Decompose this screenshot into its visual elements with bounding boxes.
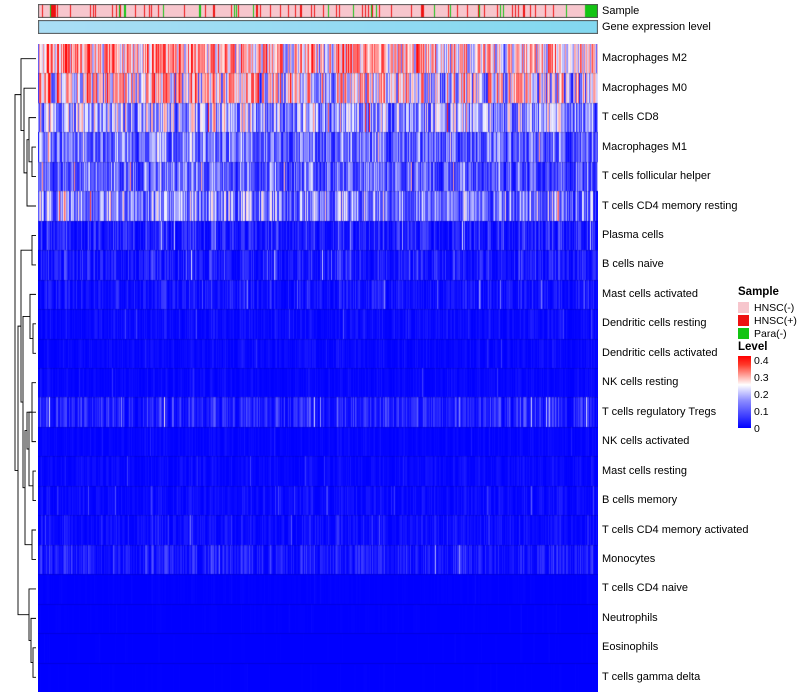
row-label: T cells CD8	[602, 111, 659, 124]
heatmap-body	[38, 44, 598, 692]
legend-item	[738, 314, 797, 327]
legend-tick: 0.1	[754, 406, 769, 418]
row-label: Eosinophils	[602, 641, 659, 654]
legend-swatch-hnsc-neg	[738, 302, 749, 313]
row-label: T cells CD4 memory activated	[602, 523, 749, 536]
legend-label-para-neg: Para(-)	[754, 327, 787, 340]
legend-tick: 0	[754, 423, 760, 435]
legend-gradient-bar	[738, 356, 751, 428]
row-label: B cells naive	[602, 258, 664, 271]
row-label: Mast cells resting	[602, 464, 687, 477]
row-label: B cells memory	[602, 494, 678, 507]
legend-level	[738, 341, 769, 435]
row-label: Macrophages M1	[602, 140, 687, 153]
row-label: T cells gamma delta	[602, 670, 701, 683]
annotation-track-sample	[38, 4, 598, 18]
legend-tick: 0.2	[754, 389, 769, 401]
row-label: Macrophages M2	[602, 52, 687, 65]
legend-item	[738, 327, 797, 340]
legend-swatch-hnsc-pos	[738, 315, 749, 326]
legend-label-hnsc-pos: HNSC(+)	[754, 314, 797, 327]
legend-sample-title: Sample	[738, 286, 779, 298]
row-label: Mast cells activated	[602, 287, 698, 300]
legend-item	[738, 301, 797, 314]
heatmap-canvas	[38, 44, 598, 692]
annotation-label-gene-expression: Gene expression level	[602, 21, 711, 33]
row-label: NK cells activated	[602, 435, 690, 448]
row-label: Plasma cells	[602, 228, 664, 241]
row-label: NK cells resting	[602, 376, 679, 389]
legend-label-hnsc-neg: HNSC(-)	[754, 301, 795, 314]
row-label: Neutrophils	[602, 611, 658, 624]
legend-level-title: Level	[738, 341, 768, 353]
row-label: Dendritic cells resting	[602, 317, 707, 330]
legend-gradient-ticks	[754, 351, 794, 433]
legend-tick: 0.4	[754, 355, 769, 367]
row-label: T cells CD4 memory resting	[602, 199, 738, 212]
row-label: Dendritic cells activated	[602, 346, 718, 359]
legend-gradient-wrap	[738, 355, 769, 435]
legend-tick: 0.3	[754, 372, 769, 384]
legend-swatch-para-neg	[738, 328, 749, 339]
row-label: T cells follicular helper	[602, 170, 711, 183]
annotation-track-gene-expression	[38, 20, 598, 34]
row-label: Macrophages M0	[602, 81, 687, 94]
row-label: T cells regulatory Tregs	[602, 405, 717, 418]
row-label: Monocytes	[602, 552, 656, 565]
row-label: T cells CD4 naive	[602, 582, 688, 595]
legend-sample	[738, 286, 797, 340]
row-dendrogram	[14, 44, 36, 692]
annotation-label-sample: Sample	[602, 5, 640, 17]
